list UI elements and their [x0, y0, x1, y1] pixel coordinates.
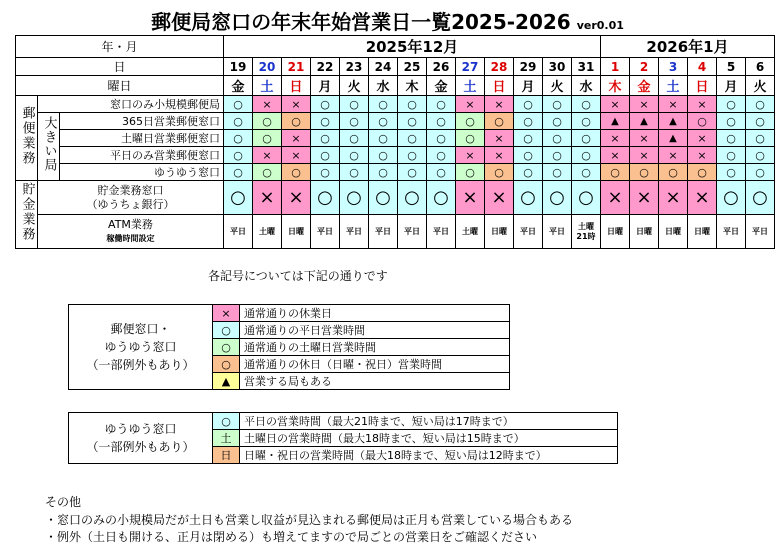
section-postal	[16, 96, 38, 181]
open-weekday-cell: ○	[369, 130, 398, 147]
row-label-atm	[38, 215, 224, 249]
weekday-cell: 木	[601, 76, 630, 96]
month-header-2025-12: 2025年12月	[224, 36, 601, 58]
closed-cell: ×	[659, 96, 688, 113]
open-weekday-cell: ○	[572, 147, 601, 164]
row-label-savings-counter	[38, 181, 224, 215]
open-saturday-cell: ○	[253, 130, 282, 147]
open-holiday-cell: ○	[485, 113, 514, 130]
weekday-header: 曜日	[16, 76, 224, 96]
section-savings	[16, 181, 38, 249]
atm-mode-cell: 平日	[340, 215, 369, 249]
legend-symbol: ○	[213, 322, 240, 339]
weekday-cell: 火	[543, 76, 572, 96]
day-header: 日	[16, 58, 224, 76]
day-cell: 31	[572, 58, 601, 76]
legend-yuyu-line1: ゆうゆう窓口	[104, 422, 177, 436]
closed-cell: ×	[456, 147, 485, 164]
open-weekday-cell: ○	[514, 164, 543, 181]
closed-cell: ×	[456, 96, 485, 113]
atm-mode-cell: 平日	[369, 215, 398, 249]
legend-symbol: ○	[213, 413, 240, 430]
savings-open-cell: ○	[514, 181, 543, 215]
day-cell: 3	[659, 58, 688, 76]
weekday-cell: 日	[688, 76, 717, 96]
row-label: 土曜日営業郵便窓口	[60, 130, 224, 147]
atm-mode-cell: 日曜	[659, 215, 688, 249]
open-weekday-cell: ○	[398, 96, 427, 113]
closed-cell: ×	[688, 130, 717, 147]
closed-cell: ×	[688, 147, 717, 164]
open-weekday-cell: ○	[340, 130, 369, 147]
savings-open-cell: ○	[340, 181, 369, 215]
open-weekday-cell: ○	[427, 96, 456, 113]
savings-closed-cell: ×	[688, 181, 717, 215]
closed-cell: ×	[485, 147, 514, 164]
row-label: 365日営業郵便窓口	[60, 113, 224, 130]
open-weekday-cell: ○	[746, 130, 775, 147]
open-weekday-cell: ○	[514, 96, 543, 113]
open-weekday-cell: ○	[369, 96, 398, 113]
open-saturday-cell: ○	[456, 113, 485, 130]
savings-closed-cell: ×	[659, 181, 688, 215]
partial-open-cell: ▲	[659, 130, 688, 147]
legend-postal-line1: 郵便窓口・	[110, 322, 171, 336]
open-weekday-cell: ○	[717, 113, 746, 130]
open-weekday-cell: ○	[340, 164, 369, 181]
notes-line-1: ・窓口のみの小規模局だが土日も営業し収益が見込まれる郵便局は正月も営業している場合もある	[45, 513, 574, 527]
savings-open-cell: ○	[369, 181, 398, 215]
savings-closed-cell: ×	[253, 181, 282, 215]
year-month-header: 年・月	[16, 36, 224, 58]
open-weekday-cell: ○	[572, 96, 601, 113]
open-saturday-cell: ○	[253, 113, 282, 130]
savings-open-cell: ○	[398, 181, 427, 215]
month-header-2026-01: 2026年1月	[601, 36, 775, 58]
day-cell: 23	[340, 58, 369, 76]
savings-closed-cell: ×	[456, 181, 485, 215]
open-saturday-cell: ○	[253, 164, 282, 181]
savings-open-cell: ○	[427, 181, 456, 215]
legend-text: 日曜・祝日の営業時間（最大18時まで、短い局は12時まで）	[240, 447, 618, 464]
atm-mode-cell: 土曜	[253, 215, 282, 249]
savings-closed-cell: ×	[485, 181, 514, 215]
partial-open-cell: ▲	[601, 113, 630, 130]
open-weekday-cell: ○	[543, 113, 572, 130]
open-weekday-cell: ○	[746, 113, 775, 130]
atm-mode-cell: 土曜 21時	[572, 215, 601, 249]
day-cell: 25	[398, 58, 427, 76]
weekday-cell: 月	[717, 76, 746, 96]
open-weekday-cell: ○	[717, 130, 746, 147]
open-weekday-cell: ○	[311, 96, 340, 113]
day-cell: 26	[427, 58, 456, 76]
closed-cell: ×	[630, 147, 659, 164]
atm-mode-cell: 土曜	[456, 215, 485, 249]
open-weekday-cell: ○	[717, 164, 746, 181]
open-weekday-cell: ○	[311, 147, 340, 164]
open-weekday-cell: ○	[427, 113, 456, 130]
version-label: ver0.01	[576, 19, 624, 32]
open-weekday-cell: ○	[543, 147, 572, 164]
day-cell: 20	[253, 58, 282, 76]
day-cell: 2	[630, 58, 659, 76]
row-label-small-office: 窓口のみ小規模郵便局	[38, 96, 224, 113]
closed-cell: ×	[282, 147, 311, 164]
open-holiday-cell: ○	[630, 164, 659, 181]
weekday-cell: 月	[514, 76, 543, 96]
legend-text: 土曜日の営業時間（最大18時まで、短い局は15時まで）	[240, 430, 618, 447]
schedule-table	[15, 35, 775, 249]
day-cell: 19	[224, 58, 253, 76]
weekday-cell: 金	[427, 76, 456, 96]
closed-cell: ×	[630, 130, 659, 147]
title-text: 郵便局窓口の年末年始営業日一覧2025-2026	[151, 10, 571, 34]
open-holiday-cell: ○	[688, 164, 717, 181]
atm-mode-cell: 平日	[514, 215, 543, 249]
weekday-cell: 土	[456, 76, 485, 96]
atm-mode-cell: 平日	[717, 215, 746, 249]
page-title	[0, 6, 775, 35]
open-weekday-cell: ○	[514, 130, 543, 147]
row-label: ゆうゆう窓口	[60, 164, 224, 181]
open-weekday-cell: ○	[398, 147, 427, 164]
legend-yuyu-line2: （一部例外もあり）	[86, 440, 195, 454]
open-weekday-cell: ○	[340, 96, 369, 113]
partial-open-cell: ▲	[659, 113, 688, 130]
weekday-cell: 土	[659, 76, 688, 96]
atm-mode-cell: 平日	[224, 215, 253, 249]
open-weekday-cell: ○	[340, 147, 369, 164]
day-cell: 24	[369, 58, 398, 76]
open-weekday-cell: ○	[427, 130, 456, 147]
atm-mode-cell: 日曜	[688, 215, 717, 249]
open-weekday-cell: ○	[427, 147, 456, 164]
open-cell: ○	[688, 113, 717, 130]
weekday-cell: 日	[282, 76, 311, 96]
open-weekday-cell: ○	[224, 164, 253, 181]
open-weekday-cell: ○	[427, 164, 456, 181]
weekday-cell: 火	[340, 76, 369, 96]
legend-postal-group	[69, 305, 213, 390]
legend-intro: 各記号については下記の通りです	[208, 269, 388, 283]
savings-open-cell: ○	[543, 181, 572, 215]
legend-postal-line2: ゆうゆう窓口	[104, 340, 177, 354]
atm-mode-cell: 平日	[543, 215, 572, 249]
closed-cell: ×	[659, 147, 688, 164]
open-weekday-cell: ○	[398, 130, 427, 147]
open-weekday-cell: ○	[746, 96, 775, 113]
closed-cell: ×	[630, 96, 659, 113]
open-weekday-cell: ○	[369, 147, 398, 164]
legend-symbol: ▲	[213, 373, 240, 390]
notes-heading: その他	[45, 495, 82, 509]
savings-closed-cell: ×	[282, 181, 311, 215]
legend-text: 平日の営業時間（最大21時まで、短い局は17時まで）	[240, 413, 618, 430]
open-weekday-cell: ○	[746, 164, 775, 181]
partial-open-cell: ▲	[630, 113, 659, 130]
atm-mode-cell: 平日	[311, 215, 340, 249]
open-weekday-cell: ○	[717, 96, 746, 113]
atm-mode-cell: 日曜	[630, 215, 659, 249]
weekday-cell: 水	[572, 76, 601, 96]
open-holiday-cell: ○	[601, 164, 630, 181]
legend-text: 通常通りの休業日	[240, 305, 510, 322]
legend-text: 通常通りの休日（日曜・祝日）営業時間	[240, 356, 510, 373]
weekday-cell: 金	[224, 76, 253, 96]
day-cell: 27	[456, 58, 485, 76]
atm-mode-cell: 平日	[398, 215, 427, 249]
open-weekday-cell: ○	[369, 113, 398, 130]
open-weekday-cell: ○	[398, 113, 427, 130]
open-weekday-cell: ○	[746, 147, 775, 164]
weekday-cell: 火	[746, 76, 775, 96]
savings-label-line2: （ゆうちょ銀行）	[86, 197, 175, 211]
legend-symbol: 土	[213, 430, 240, 447]
savings-label-line1: 貯金業務窓口	[97, 183, 164, 197]
legend-text: 営業する局もある	[240, 373, 510, 390]
legend-symbol: 日	[213, 447, 240, 464]
day-cell: 22	[311, 58, 340, 76]
closed-cell: ×	[253, 96, 282, 113]
day-cell: 21	[282, 58, 311, 76]
atm-mode-cell: 日曜	[601, 215, 630, 249]
weekday-cell: 水	[369, 76, 398, 96]
legend-yuyu-group	[69, 413, 213, 464]
open-weekday-cell: ○	[224, 96, 253, 113]
savings-open-cell: ○	[224, 181, 253, 215]
open-weekday-cell: ○	[572, 130, 601, 147]
row-label: 平日のみ営業郵便窓口	[60, 147, 224, 164]
closed-cell: ×	[601, 96, 630, 113]
closed-cell: ×	[601, 130, 630, 147]
weekday-cell: 土	[253, 76, 282, 96]
subgroup-large	[38, 113, 60, 181]
legend-postal-line3: （一部例外もあり）	[86, 358, 195, 372]
open-holiday-cell: ○	[282, 113, 311, 130]
open-weekday-cell: ○	[543, 130, 572, 147]
subgroup-large-label: 大きい局	[41, 116, 57, 172]
legend-symbol: ×	[213, 305, 240, 322]
open-weekday-cell: ○	[514, 147, 543, 164]
open-weekday-cell: ○	[224, 113, 253, 130]
section-postal-label: 郵便業務	[19, 105, 35, 166]
open-weekday-cell: ○	[543, 164, 572, 181]
closed-cell: ×	[485, 96, 514, 113]
open-weekday-cell: ○	[340, 113, 369, 130]
savings-closed-cell: ×	[630, 181, 659, 215]
day-cell: 5	[717, 58, 746, 76]
open-weekday-cell: ○	[572, 113, 601, 130]
savings-open-cell: ○	[572, 181, 601, 215]
closed-cell: ×	[601, 147, 630, 164]
open-weekday-cell: ○	[224, 147, 253, 164]
atm-mode-cell: 日曜	[282, 215, 311, 249]
open-holiday-cell: ○	[485, 164, 514, 181]
savings-open-cell: ○	[746, 181, 775, 215]
section-savings-label: 貯金業務	[19, 182, 35, 242]
open-saturday-cell: ○	[456, 130, 485, 147]
open-weekday-cell: ○	[311, 113, 340, 130]
closed-cell: ×	[688, 96, 717, 113]
legend-postal	[68, 304, 510, 390]
atm-label: ATM業務	[108, 217, 153, 231]
day-cell: 6	[746, 58, 775, 76]
closed-cell: ×	[282, 96, 311, 113]
day-cell: 28	[485, 58, 514, 76]
atm-sublabel: 稼働時間設定	[106, 233, 155, 243]
open-weekday-cell: ○	[311, 130, 340, 147]
closed-cell: ×	[485, 130, 514, 147]
notes-line-2: ・例外（土日も開ける、正月は閉める）も増えてますので局ごとの営業日をご確認ください	[45, 530, 538, 544]
open-saturday-cell: ○	[456, 164, 485, 181]
savings-closed-cell: ×	[601, 181, 630, 215]
open-weekday-cell: ○	[369, 164, 398, 181]
atm-mode-cell: 平日	[427, 215, 456, 249]
open-weekday-cell: ○	[311, 164, 340, 181]
day-cell: 4	[688, 58, 717, 76]
atm-mode-cell: 日曜	[485, 215, 514, 249]
weekday-cell: 金	[630, 76, 659, 96]
closed-cell: ×	[253, 147, 282, 164]
open-holiday-cell: ○	[282, 164, 311, 181]
closed-cell: ×	[282, 130, 311, 147]
day-cell: 1	[601, 58, 630, 76]
savings-open-cell: ○	[311, 181, 340, 215]
legend-yuyu	[68, 412, 618, 464]
open-weekday-cell: ○	[543, 96, 572, 113]
atm-mode-cell: 平日	[746, 215, 775, 249]
weekday-cell: 日	[485, 76, 514, 96]
legend-symbol: ○	[213, 356, 240, 373]
open-weekday-cell: ○	[717, 147, 746, 164]
savings-open-cell: ○	[717, 181, 746, 215]
open-weekday-cell: ○	[514, 113, 543, 130]
open-weekday-cell: ○	[398, 164, 427, 181]
legend-text: 通常通りの土曜日営業時間	[240, 339, 510, 356]
day-cell: 29	[514, 58, 543, 76]
open-weekday-cell: ○	[224, 130, 253, 147]
open-weekday-cell: ○	[572, 164, 601, 181]
day-cell: 30	[543, 58, 572, 76]
legend-symbol: ○	[213, 339, 240, 356]
weekday-cell: 木	[398, 76, 427, 96]
open-holiday-cell: ○	[659, 164, 688, 181]
weekday-cell: 月	[311, 76, 340, 96]
legend-text: 通常通りの平日営業時間	[240, 322, 510, 339]
